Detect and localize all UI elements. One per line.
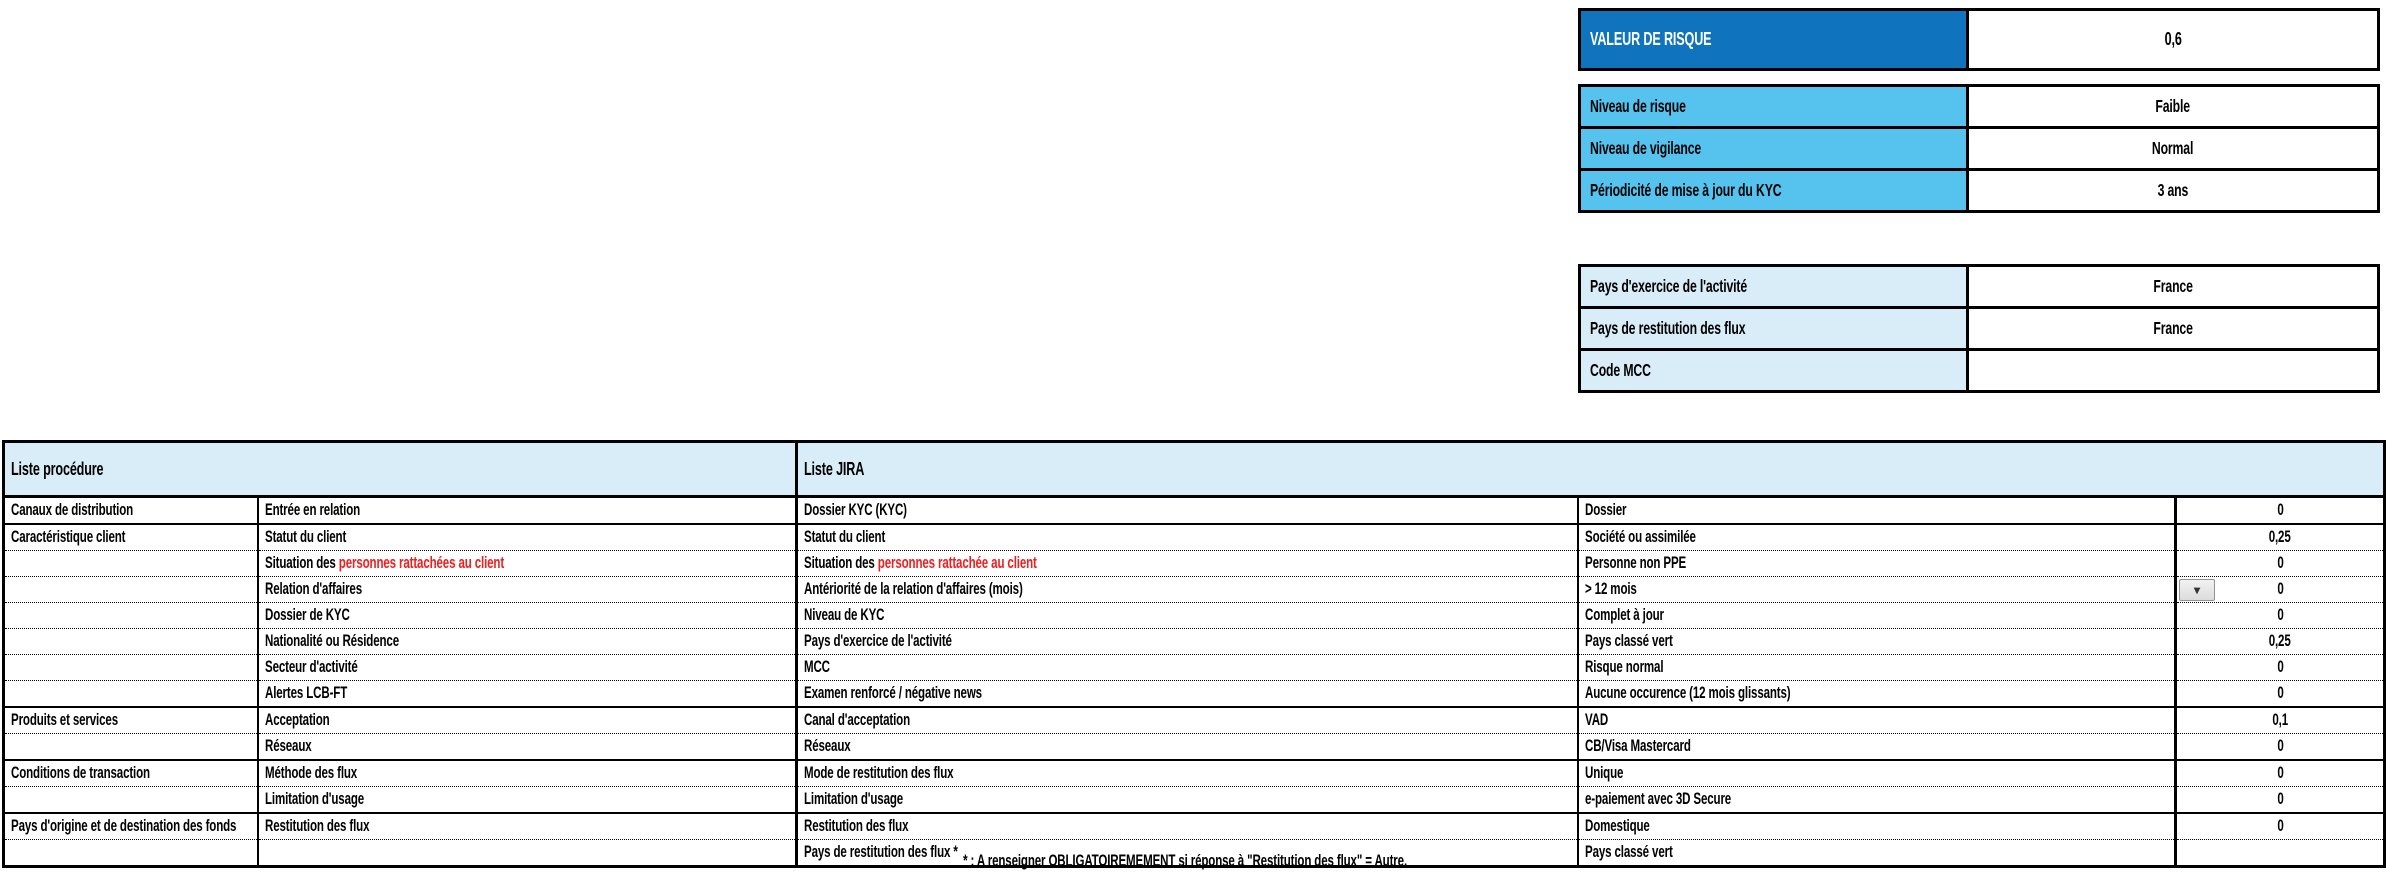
mcc-code-label-cell	[1581, 351, 1969, 390]
procedure-item-cell: Nationalité ou Résidence	[258, 629, 797, 655]
mcc-code-label: Code MCC	[1590, 360, 1651, 380]
category-cell: Canaux de distribution	[4, 497, 258, 525]
table-row	[4, 497, 2385, 525]
category-cell	[4, 734, 258, 761]
risk-level-label: Niveau de risque	[1590, 96, 1686, 116]
red-highlight-text: personnes rattachées au client	[338, 554, 504, 572]
vigilance-level-row	[1578, 126, 2380, 171]
risk-value-block	[1578, 8, 2380, 71]
risk-level-value-cell[interactable]	[1969, 87, 2377, 126]
risk-level-value: Faible	[2155, 96, 2191, 116]
procedure-item-cell	[258, 840, 797, 867]
score-cell[interactable]: 0,25	[2176, 524, 2385, 551]
jira-answer-cell[interactable]: Aucune occurence (12 mois glissants)	[1578, 681, 2176, 708]
kyc-update-value-cell[interactable]	[1969, 171, 2377, 210]
kyc-update-label-cell	[1581, 171, 1969, 210]
procedure-item-cell: Alertes LCB-FT	[258, 681, 797, 708]
mcc-code-row	[1578, 348, 2380, 393]
jira-item-cell: Examen renforcé / négative news	[797, 681, 1578, 708]
risk-level-label-cell	[1581, 87, 1969, 126]
score-cell[interactable]: 0	[2176, 655, 2385, 681]
score-cell[interactable]: 0	[2176, 681, 2385, 708]
table-row	[4, 577, 2385, 603]
score-cell[interactable]: 0	[2176, 551, 2385, 577]
category-cell	[4, 603, 258, 629]
score-cell[interactable]	[2176, 840, 2385, 867]
category-cell	[4, 551, 258, 577]
jira-answer-cell[interactable]: VAD	[1578, 707, 2176, 734]
jira-answer-cell[interactable]: CB/Visa Mastercard	[1578, 734, 2176, 761]
score-cell[interactable]: 0,25	[2176, 629, 2385, 655]
jira-answer-cell[interactable]: e-paiement avec 3D Secure	[1578, 787, 2176, 814]
score-cell[interactable]: 0,1	[2176, 707, 2385, 734]
jira-item-cell: Réseaux	[797, 734, 1578, 761]
kyc-update-value: 3 ans	[2157, 180, 2189, 200]
score-cell[interactable]: 0	[2176, 813, 2385, 840]
procedure-item-cell: Secteur d'activité	[258, 655, 797, 681]
flux-country-row	[1578, 306, 2380, 351]
flux-country-label: Pays de restitution des flux	[1590, 318, 1746, 338]
table-row	[4, 629, 2385, 655]
category-cell: Caractéristique client	[4, 524, 258, 551]
table-row	[4, 813, 2385, 840]
risk-mapping-table	[2, 440, 2386, 868]
table-row	[4, 760, 2385, 787]
vigilance-level-label: Niveau de vigilance	[1590, 138, 1702, 158]
activity-country-label: Pays d'exercice de l'activité	[1590, 276, 1748, 296]
table-row	[4, 707, 2385, 734]
vigilance-level-value-cell[interactable]	[1969, 129, 2377, 168]
table-header-row	[4, 442, 2385, 497]
table-row	[4, 524, 2385, 551]
jira-answer-cell[interactable]: Dossier	[1578, 497, 2176, 525]
jira-item-cell: Statut du client	[797, 524, 1578, 551]
procedure-item-cell: Statut du client	[258, 524, 797, 551]
footnote: * : A renseigner OBLIGATOIREMEMENT si réponse à "Restitution des flux" = Autre.	[963, 852, 1408, 870]
activity-country-value-cell[interactable]	[1969, 267, 2377, 306]
procedure-item-cell: Dossier de KYC	[258, 603, 797, 629]
jira-item-cell: Pays d'exercice de l'activité	[797, 629, 1578, 655]
table-row	[4, 787, 2385, 814]
procedure-item-cell: Situation des personnes rattachées au client	[258, 551, 797, 577]
category-cell	[4, 681, 258, 708]
header-liste-jira: Liste JIRA	[797, 442, 2385, 497]
kyc-update-label: Périodicité de mise à jour du KYC	[1590, 180, 1782, 200]
table-row	[4, 681, 2385, 708]
jira-item-cell: Dossier KYC (KYC)	[797, 497, 1578, 525]
jira-answer-cell[interactable]: Personne non PPE	[1578, 551, 2176, 577]
jira-answer-cell[interactable]: > 12 mois	[1578, 577, 2176, 603]
jira-answer-cell[interactable]: Risque normal	[1578, 655, 2176, 681]
header-liste-procedure: Liste procédure	[4, 442, 797, 497]
procedure-item-cell: Relation d'affaires	[258, 577, 797, 603]
procedure-item-cell: Limitation d'usage	[258, 787, 797, 814]
activity-country-label-cell	[1581, 267, 1969, 306]
jira-answer-cell[interactable]: Pays classé vert	[1578, 840, 2176, 867]
table-row	[4, 551, 2385, 577]
risk-value-label-cell	[1581, 11, 1969, 68]
vigilance-level-value: Normal	[2152, 138, 2194, 158]
jira-item-cell: Canal d'acceptation	[797, 707, 1578, 734]
category-cell	[4, 629, 258, 655]
score-cell[interactable]: 0	[2176, 760, 2385, 787]
risk-value: 0,6	[2164, 29, 2182, 49]
jira-item-cell: Situation des personnes rattachée au client	[797, 551, 1578, 577]
dropdown-caret-icon: ▾	[2194, 583, 2201, 597]
procedure-item-cell: Acceptation	[258, 707, 797, 734]
flux-country-value-cell[interactable]	[1969, 309, 2377, 348]
procedure-item-cell: Restitution des flux	[258, 813, 797, 840]
jira-answer-cell[interactable]: Société ou assimilée	[1578, 524, 2176, 551]
dropdown-button[interactable]	[2179, 579, 2215, 601]
score-cell[interactable]: 0	[2176, 603, 2385, 629]
procedure-item-cell: Entrée en relation	[258, 497, 797, 525]
jira-item-cell: Mode de restitution des flux	[797, 760, 1578, 787]
category-cell: Conditions de transaction	[4, 760, 258, 787]
category-cell: Pays d'origine et de destination des fonds	[4, 813, 258, 840]
flux-country-value: France	[2153, 318, 2193, 338]
table-row	[4, 603, 2385, 629]
jira-item-cell: Antériorité de la relation d'affaires (mois)	[797, 577, 1578, 603]
category-cell	[4, 655, 258, 681]
score-cell[interactable]: ▾ 0	[2176, 577, 2385, 603]
flux-country-label-cell	[1581, 309, 1969, 348]
score-cell[interactable]: 0	[2176, 734, 2385, 761]
risk-value-cell[interactable]	[1969, 11, 2377, 68]
jira-item-cell: Limitation d'usage	[797, 787, 1578, 814]
jira-item-cell: MCC	[797, 655, 1578, 681]
category-cell	[4, 577, 258, 603]
procedure-item-cell: Méthode des flux	[258, 760, 797, 787]
risk-summary-block	[1578, 84, 2380, 213]
category-cell	[4, 840, 258, 867]
procedure-item-cell: Réseaux	[258, 734, 797, 761]
jira-item-cell: Restitution des flux	[797, 813, 1578, 840]
activity-country-value: France	[2153, 276, 2193, 296]
country-block	[1578, 264, 2380, 393]
jira-answer-cell[interactable]: Pays classé vert	[1578, 629, 2176, 655]
jira-item-cell: Pays de restitution des flux *	[797, 840, 1578, 867]
score-cell[interactable]: 0	[2176, 787, 2385, 814]
risk-value-label: VALEUR DE RISQUE	[1590, 29, 1712, 49]
activity-country-row	[1578, 264, 2380, 309]
vigilance-level-label-cell	[1581, 129, 1969, 168]
table-row	[4, 655, 2385, 681]
category-cell: Produits et services	[4, 707, 258, 734]
score-cell[interactable]: 0	[2176, 497, 2385, 525]
risk-level-row	[1578, 84, 2380, 129]
jira-answer-cell[interactable]: Complet à jour	[1578, 603, 2176, 629]
kyc-update-row	[1578, 168, 2380, 213]
jira-item-cell: Niveau de KYC	[797, 603, 1578, 629]
table-row	[4, 734, 2385, 761]
mcc-code-value-cell[interactable]	[1969, 351, 2377, 390]
jira-answer-cell[interactable]: Domestique	[1578, 813, 2176, 840]
red-highlight-text: personnes rattachée au client	[877, 554, 1037, 572]
jira-answer-cell[interactable]: Unique	[1578, 760, 2176, 787]
category-cell	[4, 787, 258, 814]
